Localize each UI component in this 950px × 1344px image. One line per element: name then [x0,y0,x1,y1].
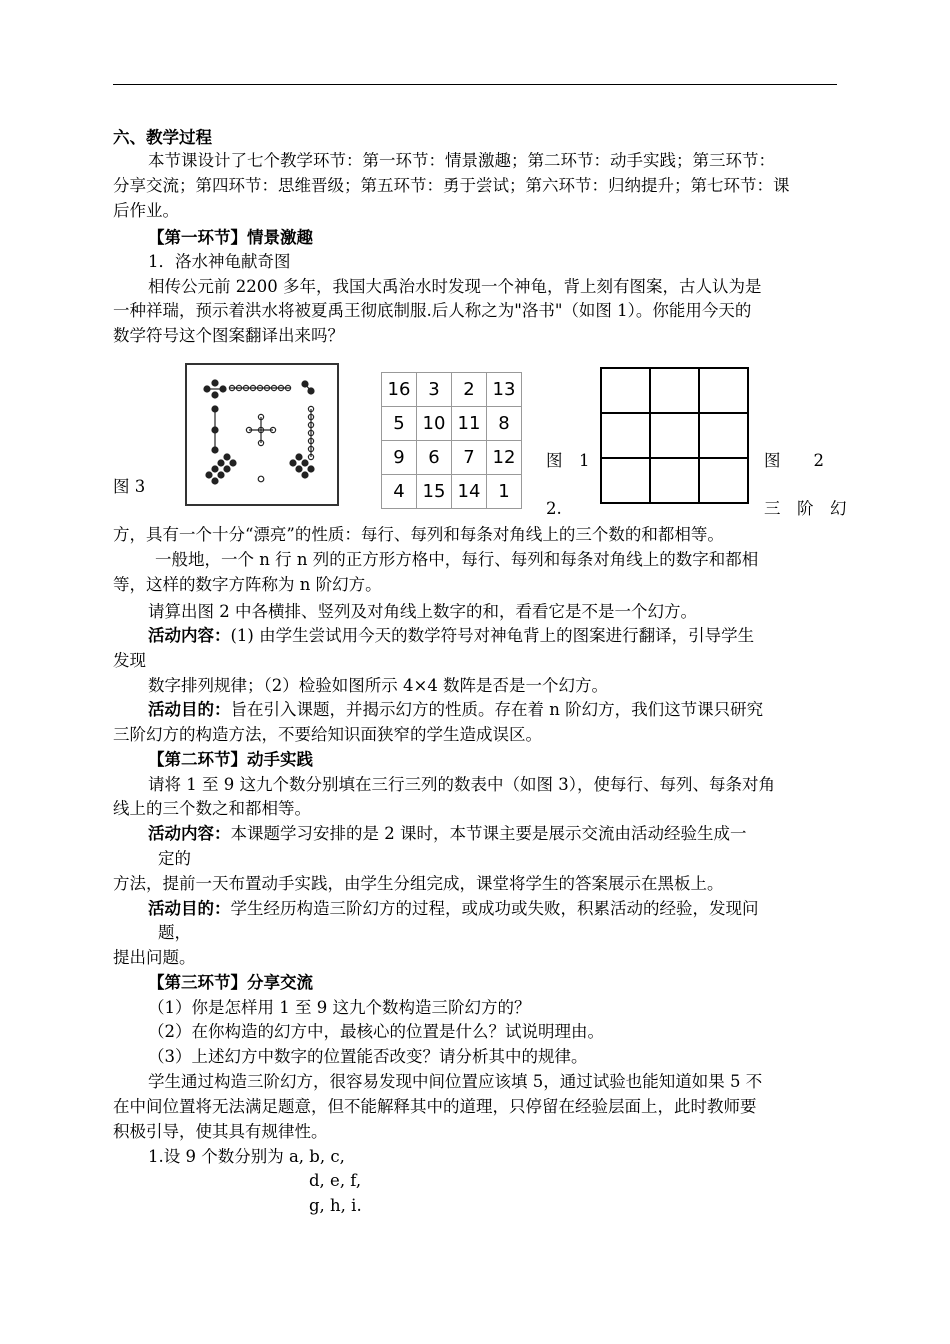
intro-line-1: 本节课设计了七个教学环节：第一环节：情景激趣；第二环节：动手实践；第三环节： [148,151,775,170]
empty-3x3-grid [600,367,749,504]
stage3-para-line-3: 积极引导，使其具有规律性。 [113,1122,328,1141]
vars-line-3: g, h, i. [309,1196,362,1215]
header-rule [113,84,837,85]
cell: 15 [417,475,452,509]
grid-cell [699,368,748,413]
stage1-para-line-2: 一种祥瑞，预示着洪水将被夏禹王彻底制服.后人称之为"洛书"（如图 1）。你能用今天的 [113,301,752,320]
vars-line-1: 1.设 9 个数分别为 a, b, c, [148,1147,345,1166]
cell: 1 [487,475,522,509]
stage2-para-line-1: 请将 1 至 9 这九个数分别填在三行三列的数表中（如图 3），使每行、每列、每条对角 [148,775,775,794]
cell: 3 [417,373,452,407]
general-line-2: 等，这样的数字方阵称为 n 阶幻方。 [113,575,382,594]
stage1-title: 【第一环节】情景激趣 [148,228,313,247]
stage2-purpose [148,898,759,920]
activity-label: 活动内容： [148,626,231,645]
section-title: 六、教学过程 [113,128,212,147]
stage3-question-2: （2）在你构造的幻方中，最核心的位置是什么？试说明理由。 [148,1022,604,1041]
stage1-para-line-1: 相传公元前 2200 多年，我国大禹治水时发现一个神龟，背上刻有图案，古人认为是 [148,277,762,296]
stage1-para-line-3: 数学符号这个图案翻译出来吗？ [113,326,344,345]
fig2-label: 图 2 [764,451,824,470]
grid-cell [650,368,699,413]
cell: 8 [487,407,522,441]
vars-line-2: d, e, f, [309,1171,362,1190]
activity-text: 本课题学习安排的是 2 课时，本节课主要是展示交流由活动经验生成一 [230,824,747,843]
cell: 9 [382,441,417,475]
fig3-label: 图 3 [113,477,146,496]
stage2-purpose-cont-2: 提出问题。 [113,948,196,967]
grid-cell [601,413,650,458]
grid-cell [699,458,748,503]
cell: 4 [382,475,417,509]
grid-cell [601,458,650,503]
luoshu-figure [185,363,339,506]
purpose-text: 学生经历构造三阶幻方的过程，或成功或失败，积累活动的经验，发现问 [230,899,759,918]
grid-cell [650,413,699,458]
stage1-activity [148,625,754,647]
stage3-para-line-1: 学生通过构造三阶幻方，很容易发现中间位置应该填 5，通过试验也能知道如果 5 不 [148,1072,763,1091]
grid-cell [601,368,650,413]
intro-line-2: 分享交流；第四环节：思维晋级；第五环节：勇于尝试；第六环节：归纳提升；第七环节：课 [113,176,790,195]
grid-cell [650,458,699,503]
stage1-item1: 1．洛水神龟献奇图 [148,252,291,271]
purpose-text: 旨在引入课题，并揭示幻方的性质。存在着 n 阶幻方，我们这节课只研究 [230,700,764,719]
fig1-label: 图 1 [546,451,590,470]
stage3-para-line-2: 在中间位置将无法满足题意，但不能解释其中的道理，只停留在经验层面上，此时教师要 [113,1097,757,1116]
cell: 16 [382,373,417,407]
stage2-activity [148,823,747,845]
stage2-title: 【第二环节】动手实践 [148,750,313,769]
cell: 6 [417,441,452,475]
stage2-purpose-cont-1: 题， [158,923,191,942]
stage3-title: 【第三环节】分享交流 [148,973,313,992]
stage1-activity-cont-1: 发现 [113,651,146,670]
activity-label: 活动内容： [148,824,231,843]
stage1-activity-cont-2: 数字排列规律；（2）检验如图所示 4×4 数阵是否是一个幻方。 [148,676,609,695]
purpose-label: 活动目的： [148,700,231,719]
cell: 12 [487,441,522,475]
cell: 13 [487,373,522,407]
cell: 7 [452,441,487,475]
stage1-purpose [148,699,763,721]
stage2-para-line-2: 线上的三个数之和都相等。 [113,799,311,818]
cell: 10 [417,407,452,441]
cell: 2 [452,373,487,407]
intro-line-3: 后作业。 [113,201,179,220]
cell: 11 [452,407,487,441]
cell: 14 [452,475,487,509]
magic-square-4x4 [381,372,522,509]
cell: 5 [382,407,417,441]
activity-text: (1) 由学生尝试用今天的数学符号对神龟背上的图案进行翻译，引导学生 [230,626,755,645]
calc-instruction: 请算出图 2 中各横排、竖列及对角线上数字的和，看看它是不是一个幻方。 [148,602,697,621]
item2-number: 2. [546,499,562,518]
item2-tail: 三 阶 幻 [764,499,847,518]
magic-property: 方，具有一个十分“漂亮”的性质：每行、每列和每条对角线上的三个数的和都相等。 [113,525,724,544]
stage3-question-1: （1）你是怎样用 1 至 9 这九个数构造三阶幻方的？ [148,998,531,1017]
stage3-question-3: （3）上述幻方中数字的位置能否改变？请分析其中的规律。 [148,1047,588,1066]
stage2-activity-cont-2: 方法，提前一天布置动手实践，由学生分组完成，课堂将学生的答案展示在黑板上。 [113,874,724,893]
purpose-label: 活动目的： [148,899,231,918]
general-line-1: 一般地，一个 n 行 n 列的正方形方格中，每行、每列和每条对角线上的数字和都相 [155,550,759,569]
stage2-activity-cont-1: 定的 [158,849,191,868]
luoshu-drawing [187,365,337,504]
grid-cell [699,413,748,458]
stage1-purpose-cont: 三阶幻方的构造方法，不要给知识面狭窄的学生造成误区。 [113,725,542,744]
